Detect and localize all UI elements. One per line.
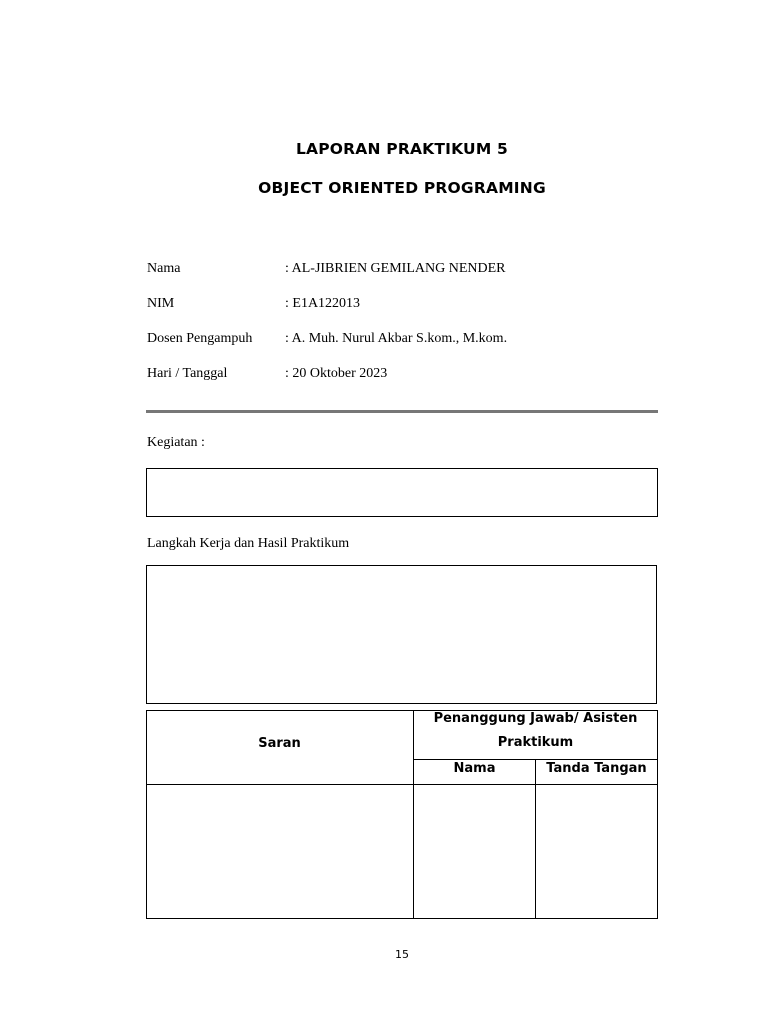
pj-header-line2: Praktikum	[497, 735, 574, 750]
dosen-label: Dosen Pengampuh	[147, 331, 253, 346]
tanggal-label: Hari / Tanggal	[147, 366, 228, 381]
saran-header: Saran	[258, 736, 301, 751]
table-border-bottom	[146, 918, 658, 919]
nim-label: NIM	[147, 296, 175, 311]
report-subtitle: OBJECT ORIENTED PROGRAMING	[258, 179, 546, 197]
langkah-box	[146, 565, 657, 704]
pj-header-line1: Penanggung Jawab/ Asisten	[433, 711, 638, 726]
nim-value: : E1A122013	[285, 296, 361, 311]
nama-header: Nama	[453, 761, 496, 776]
page-number: 15	[395, 948, 409, 961]
nama-label: Nama	[147, 261, 181, 276]
dosen-value: : A. Muh. Nurul Akbar S.kom., M.kom.	[285, 331, 508, 346]
table-border-right	[657, 710, 658, 919]
nama-cell	[414, 785, 535, 918]
ttd-header: Tanda Tangan	[546, 761, 647, 776]
kegiatan-label: Kegiatan :	[147, 435, 205, 450]
saran-cell	[147, 785, 413, 918]
report-title: LAPORAN PRAKTIKUM 5	[295, 140, 509, 158]
tanggal-value: : 20 Oktober 2023	[285, 366, 388, 381]
langkah-label: Langkah Kerja dan Hasil Praktikum	[147, 536, 350, 551]
ttd-cell	[536, 785, 657, 918]
section-divider	[146, 410, 658, 413]
nama-value: : AL-JIBRIEN GEMILANG NENDER	[285, 261, 506, 276]
kegiatan-box	[146, 468, 658, 517]
